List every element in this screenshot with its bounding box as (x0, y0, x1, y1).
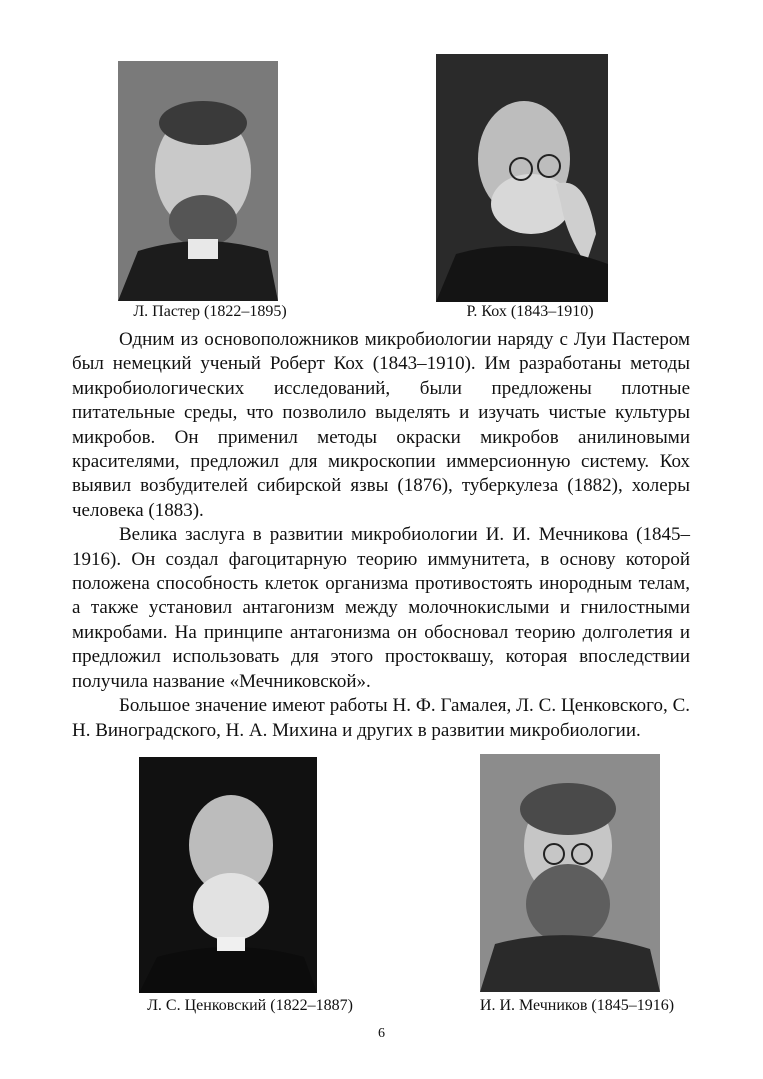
portrait-koch-image (436, 54, 608, 302)
paragraph-mechnikov: Велика заслуга в развитии микробиологии И. И. Мечникова (1845–1916). Он создал фагоцитарную теорию иммунитета, в основу которой положена способность клеток организма противостоять инородным телам, а также установил антагонизм между молочнокислыми и гнилостными микробами. На принципе антагонизма он обосновал теорию долголетия и предложил использовать для этого простоквашу, которая впоследствии получила название «Мечниковской». (72, 524, 690, 692)
portrait-mechnikov-image (480, 754, 660, 992)
page-number: 6 (378, 1026, 385, 1041)
paragraph-others: Большое значение имеют работы Н. Ф. Гамалея, Л. С. Ценковского, С. Н. Виноградского, Н. А. Михина и других в развитии микробиологии. (72, 695, 690, 741)
caption-pasteur: Л. Пастер (1822–1895) (133, 303, 287, 320)
portrait-koch (436, 54, 608, 302)
paragraph-koch: Одним из основоположников микробиологии наряду с Луи Пастером был немецкий ученый Роберт Кох (1843–1910). Им разработаны методы микробиологических исследований, были предложены плотные питательные среды, что позволило выделять и изучать чистые культуры микробов. Он применил методы окраски микробов анилиновыми красителями, предложил для микроскопии иммерсионную систему. Кох выявил возбудителей сибирской язвы (1876), туберкулеза (1882), холеры человека (1883). (72, 329, 690, 521)
caption-tsenkovsky: Л. С. Ценковский (1822–1887) (147, 997, 353, 1014)
caption-mechnikov: И. И. Мечников (1845–1916) (479, 997, 675, 1014)
body-text (72, 328, 690, 743)
portrait-mechnikov (480, 754, 660, 992)
portrait-tsenkovsky-image (139, 757, 317, 993)
portrait-pasteur (118, 61, 278, 301)
portrait-pasteur-image (118, 61, 278, 301)
portrait-tsenkovsky (139, 757, 317, 993)
caption-koch: Р. Кох (1843–1910) (466, 303, 594, 320)
